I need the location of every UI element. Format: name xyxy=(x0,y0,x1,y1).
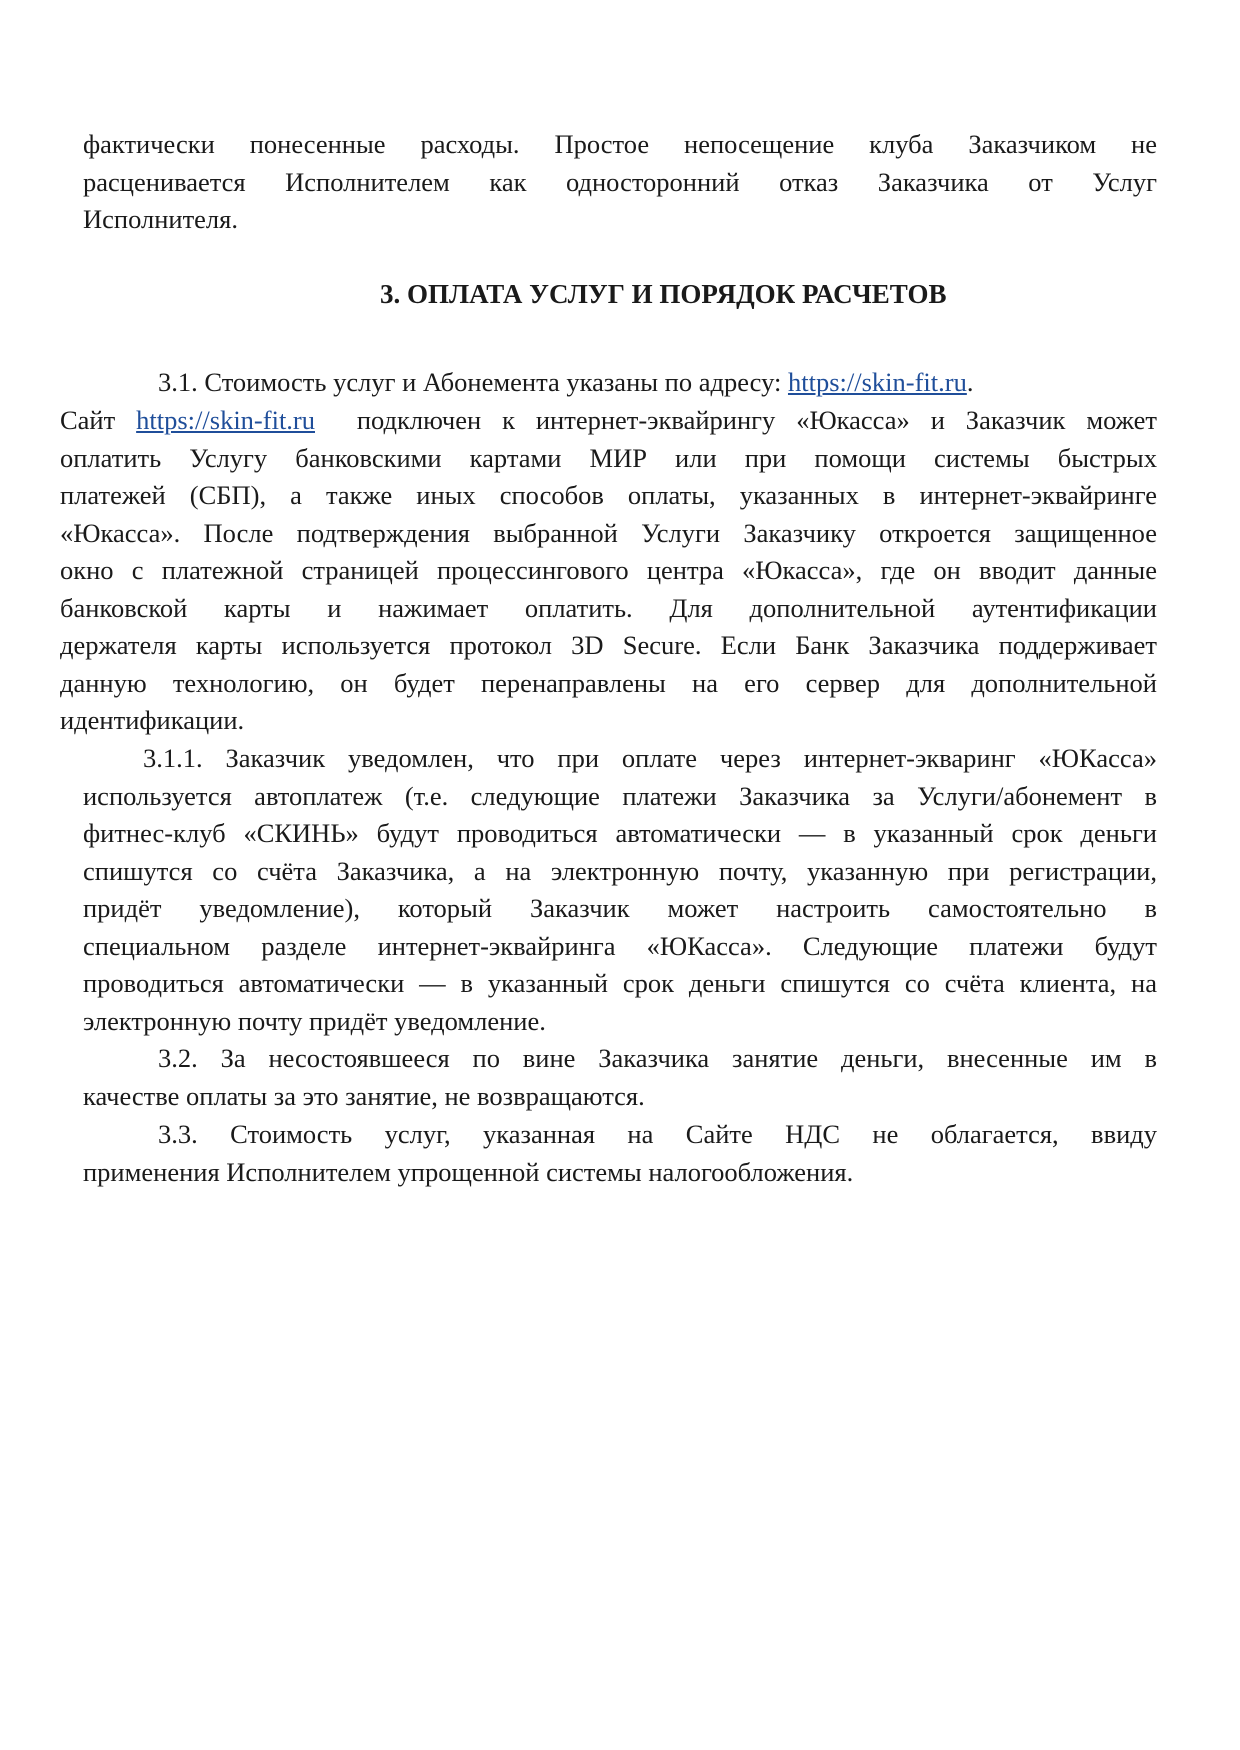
text-line: расценивается Исполнителем как односторонний отказ Заказчика от Услуг xyxy=(83,166,1157,197)
text-line: спишутся со счёта Заказчика, а на электронную почту, указанную при регистрации, xyxy=(83,855,1157,886)
p31-suffix: . xyxy=(966,367,974,397)
text-line: 3.3. Стоимость услуг, указанная на Сайте НДС не облагается, ввиду xyxy=(158,1119,1157,1149)
paragraph-3-1-body xyxy=(60,402,1157,740)
text-line xyxy=(60,402,1157,440)
text-line: данную технологию, он будет перенаправлены на его сервер для дополнительной xyxy=(60,667,1157,698)
section-heading: 3. ОПЛАТА УСЛУГ И ПОРЯДОК РАСЧЕТОВ xyxy=(380,279,947,309)
text-line: придёт уведомление), который Заказчик может настроить самостоятельно в xyxy=(83,893,1157,923)
text-line: используется автоплатеж (т.е. следующие платежи Заказчика за Услуги/абонемент в xyxy=(83,780,1157,811)
paragraph-3-1-1 xyxy=(83,740,1157,1040)
site-link[interactable]: https://skin-fit.ru xyxy=(136,405,315,435)
text-line: фактически понесенные расходы. Простое непосещение клуба Заказчиком не xyxy=(83,129,1157,159)
text-line: банковской карты и нажимает оплатить. Для дополнительной аутентификации xyxy=(60,592,1157,623)
text-line: электронную почту придёт уведомление. xyxy=(83,1005,546,1036)
site-link[interactable]: https://skin-fit.ru xyxy=(787,367,967,397)
paragraph-3-3 xyxy=(83,1116,1157,1191)
text-line: применения Исполнителем упрощенной системы налогообложения. xyxy=(83,1156,854,1187)
p31-prefix: 3.1. Стоимость услуг и Абонемента указаны по адресу: xyxy=(158,367,788,397)
text-line: платежей (СБП), а также иных способов оплаты, указанных в интернет-эквайринге xyxy=(60,480,1157,510)
site-prefix: Сайт xyxy=(60,405,137,435)
text-line: окно с платежной страницей процессингового центра «Юкасса», где он вводит данные xyxy=(60,555,1157,585)
text-line: «Юкасса». После подтверждения выбранной Услуги Заказчику откроется защищенное xyxy=(60,517,1157,548)
text-line: фитнес-клуб «СКИНЬ» будут проводиться автоматически — в указанный срок деньги xyxy=(83,818,1157,848)
text-line: Исполнителя. xyxy=(83,204,238,234)
text-line: оплатить Услугу банковскими картами МИР или при помощи системы быстрых xyxy=(60,442,1157,473)
paragraph-3-2 xyxy=(83,1040,1157,1115)
text-line: идентификации. xyxy=(60,705,245,735)
text-line: 3.1.1. Заказчик уведомлен, что при оплате через интернет-экваринг «ЮКасса» xyxy=(143,743,1157,773)
paragraph-3-1-first-line xyxy=(158,364,1158,402)
text-line: качестве оплаты за это занятие, не возвращаются. xyxy=(83,1080,645,1111)
site-suffix: подключен к интернет-эквайрингу «Юкасса» и Заказчик может xyxy=(315,405,1157,435)
text-line: проводиться автоматически — в указанный срок деньги спишутся со счёта клиента, на xyxy=(83,968,1157,998)
text-line: специальном разделе интернет-эквайринга «ЮКасса». Следующие платежи будут xyxy=(83,930,1157,961)
intro-paragraph xyxy=(83,126,1157,239)
text-line: держателя карты используется протокол 3D Secure. Если Банк Заказчика поддерживает xyxy=(60,630,1157,660)
text-line: 3.2. За несостоявшееся по вине Заказчика занятие деньги, внесенные им в xyxy=(158,1043,1157,1073)
